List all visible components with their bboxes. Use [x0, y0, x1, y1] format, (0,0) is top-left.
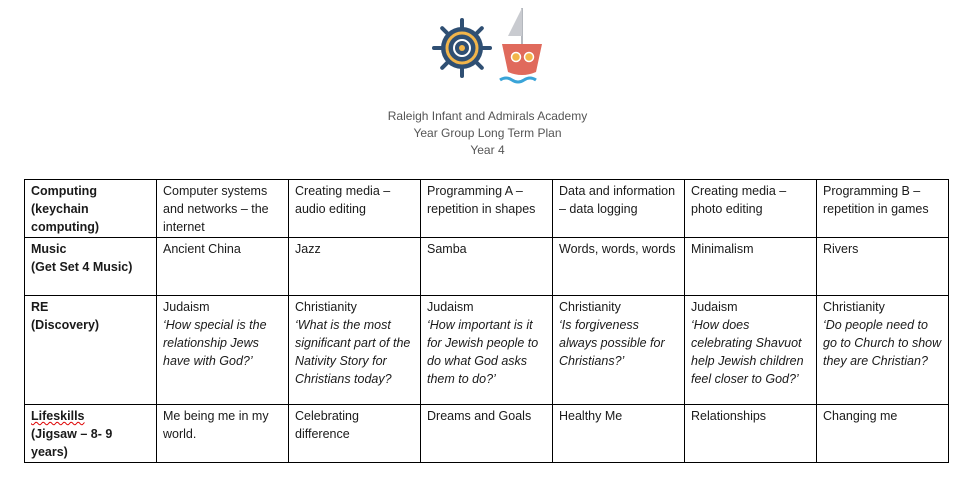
year-label: Year 4 — [470, 143, 505, 157]
subject-line: Lifeskills — [31, 409, 85, 423]
subject-cell — [25, 180, 157, 238]
ships-wheel-icon — [434, 20, 490, 76]
table-row-re — [25, 296, 949, 405]
school-logo — [430, 6, 550, 86]
enquiry-question: ‘What is the most significant part of the Nativity Story for Christians today? — [295, 318, 411, 386]
table-cell — [421, 296, 553, 405]
subject-line: (Discovery) — [31, 318, 100, 332]
table-row-computing — [25, 180, 949, 238]
religion-label: Judaism — [427, 300, 474, 314]
table-cell: Programming B – repetition in games — [817, 180, 949, 238]
religion-label: Christianity — [295, 300, 357, 314]
enquiry-question: ‘How special is the relationship Jews have with God?’ — [163, 318, 267, 368]
table-cell: Jazz — [289, 238, 421, 296]
table-cell — [685, 296, 817, 405]
subject-line: (Get Set 4 Music) — [31, 260, 133, 274]
table-cell: Data and information – data logging — [553, 180, 685, 238]
enquiry-question: ‘How does celebrating Shavuot help Jewish children feel closer to God?’ — [691, 318, 804, 386]
subject-line: Computing — [31, 184, 97, 198]
table-cell — [817, 296, 949, 405]
table-cell: Samba — [421, 238, 553, 296]
enquiry-question: ‘Is forgiveness always possible for Christians?’ — [559, 318, 665, 368]
subject-cell — [25, 238, 157, 296]
table-cell: Creating media – audio editing — [289, 180, 421, 238]
table-cell: Words, words, words — [553, 238, 685, 296]
table-cell: Programming A – repetition in shapes — [421, 180, 553, 238]
religion-label: Judaism — [163, 300, 210, 314]
table-cell: Dreams and Goals — [421, 405, 553, 463]
subject-cell — [25, 296, 157, 405]
table-cell: Ancient China — [157, 238, 289, 296]
table-cell: Celebrating difference — [289, 405, 421, 463]
subject-line: (keychain — [31, 202, 89, 216]
table-cell: Changing me — [817, 405, 949, 463]
table-cell: Computer systems and networks – the internet — [157, 180, 289, 238]
long-term-plan-table — [24, 179, 949, 463]
table-cell: Healthy Me — [553, 405, 685, 463]
religion-label: Judaism — [691, 300, 738, 314]
subject-line: computing) — [31, 220, 100, 234]
table-cell: Rivers — [817, 238, 949, 296]
subject-line: RE — [31, 300, 49, 314]
document-heading — [0, 108, 975, 159]
enquiry-question: ‘How important is it for Jewish people to do what God asks them to do?’ — [427, 318, 539, 386]
table-cell — [157, 296, 289, 405]
table-row-lifeskills — [25, 405, 949, 463]
subject-line: (Jigsaw – 8- 9 — [31, 427, 113, 441]
subject-line: Music — [31, 242, 67, 256]
subject-cell — [25, 405, 157, 463]
enquiry-question: ‘Do people need to go to Church to show they are Christian? — [823, 318, 942, 368]
table-cell — [289, 296, 421, 405]
boat-icon — [500, 8, 542, 82]
table-cell: Minimalism — [685, 238, 817, 296]
table-row-music — [25, 238, 949, 296]
table-cell: Relationships — [685, 405, 817, 463]
table-cell — [553, 296, 685, 405]
table-cell: Creating media – photo editing — [685, 180, 817, 238]
plan-title: Year Group Long Term Plan — [413, 126, 562, 140]
school-name: Raleigh Infant and Admirals Academy — [387, 109, 588, 123]
subject-line: years) — [31, 445, 68, 459]
table-cell: Me being me in my world. — [157, 405, 289, 463]
religion-label: Christianity — [823, 300, 885, 314]
religion-label: Christianity — [559, 300, 621, 314]
